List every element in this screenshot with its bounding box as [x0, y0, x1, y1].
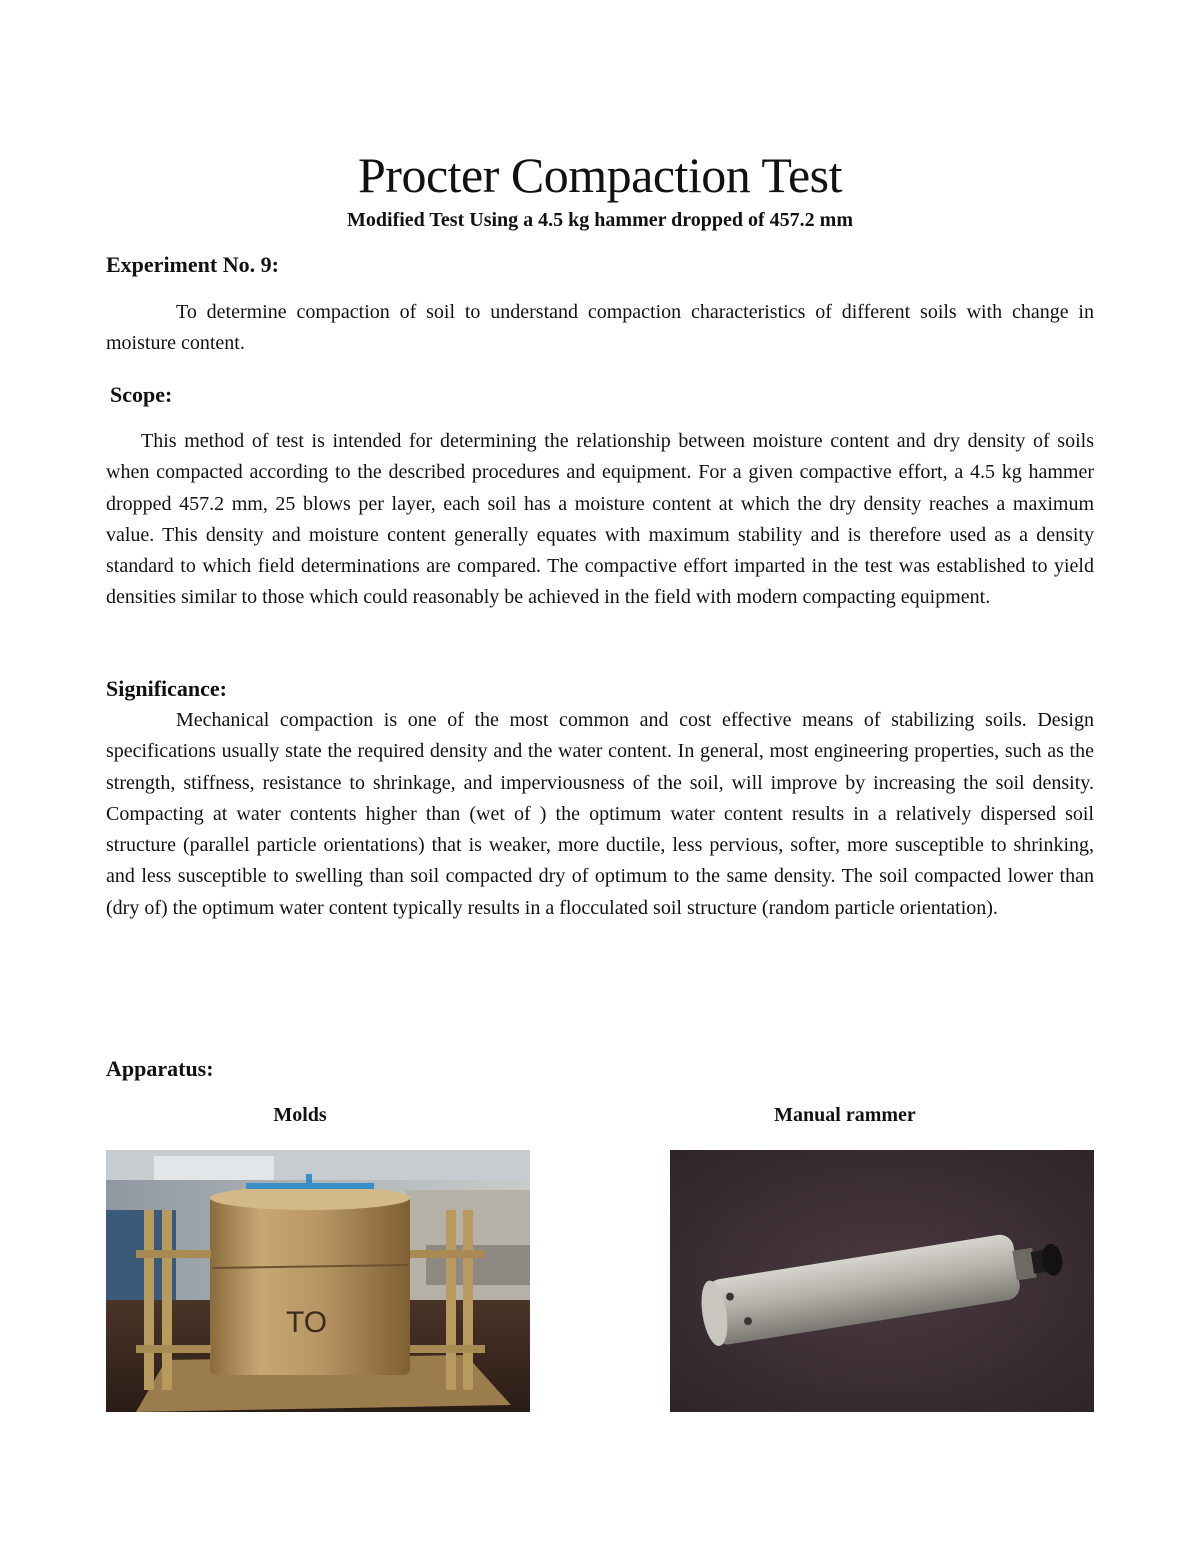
experiment-heading: Experiment No. 9: [106, 252, 279, 277]
document-title: Procter Compaction Test [358, 147, 842, 203]
molds-photo [106, 1150, 530, 1412]
manual-rammer-photo [670, 1150, 1094, 1412]
mold-label-text: TO [286, 1306, 328, 1339]
experiment-paragraph: To determine compaction of soil to understand compaction characteristics of different soils with change in moisture content. [106, 301, 1094, 355]
molds-caption: Molds [273, 1104, 327, 1126]
scope-paragraph: This method of test is intended for determining the relationship between moisture content and dry density of soils when compacted according to the described procedures and equipment. For a given compactive effort, a 4.5 kg hammer dropped 457.2 mm, 25 blows per layer, each soil has a moisture content at which the dry density reaches a maximum value. This density and moisture content generally equates with maximum stability and is therefore used as a density standard to which field determinations are compared. The compactive effort imparted in the test was established to yield densities similar to those which could reasonably be achieved in the field with modern compacting equipment. [106, 430, 1094, 609]
scope-heading: Scope: [110, 382, 173, 407]
apparatus-heading: Apparatus: [106, 1056, 214, 1081]
significance-heading: Significance: [106, 676, 227, 701]
significance-paragraph: Mechanical compaction is one of the most common and cost effective means of stabilizing soils. Design specifications usually state the required density and the water content. In general, most engineering properties, such as the strength, stiffness, resistance to shrinkage, and imperviousness of the soil, will improve by increasing the soil density. Compacting at water contents higher than (wet of ) the optimum water content results in a relatively dispersed soil structure (parallel particle orientations) that is weaker, more ductile, less pervious, softer, more susceptible to shrinking, and less susceptible to swelling than soil compacted dry of optimum to the same density. The soil compacted lower than (dry of) the optimum water content typically results in a flocculated soil structure (random particle orientation). [106, 709, 1094, 919]
document-subtitle: Modified Test Using a 4.5 kg hammer dropped of 457.2 mm [347, 209, 853, 231]
manual-rammer-caption: Manual rammer [774, 1104, 916, 1126]
